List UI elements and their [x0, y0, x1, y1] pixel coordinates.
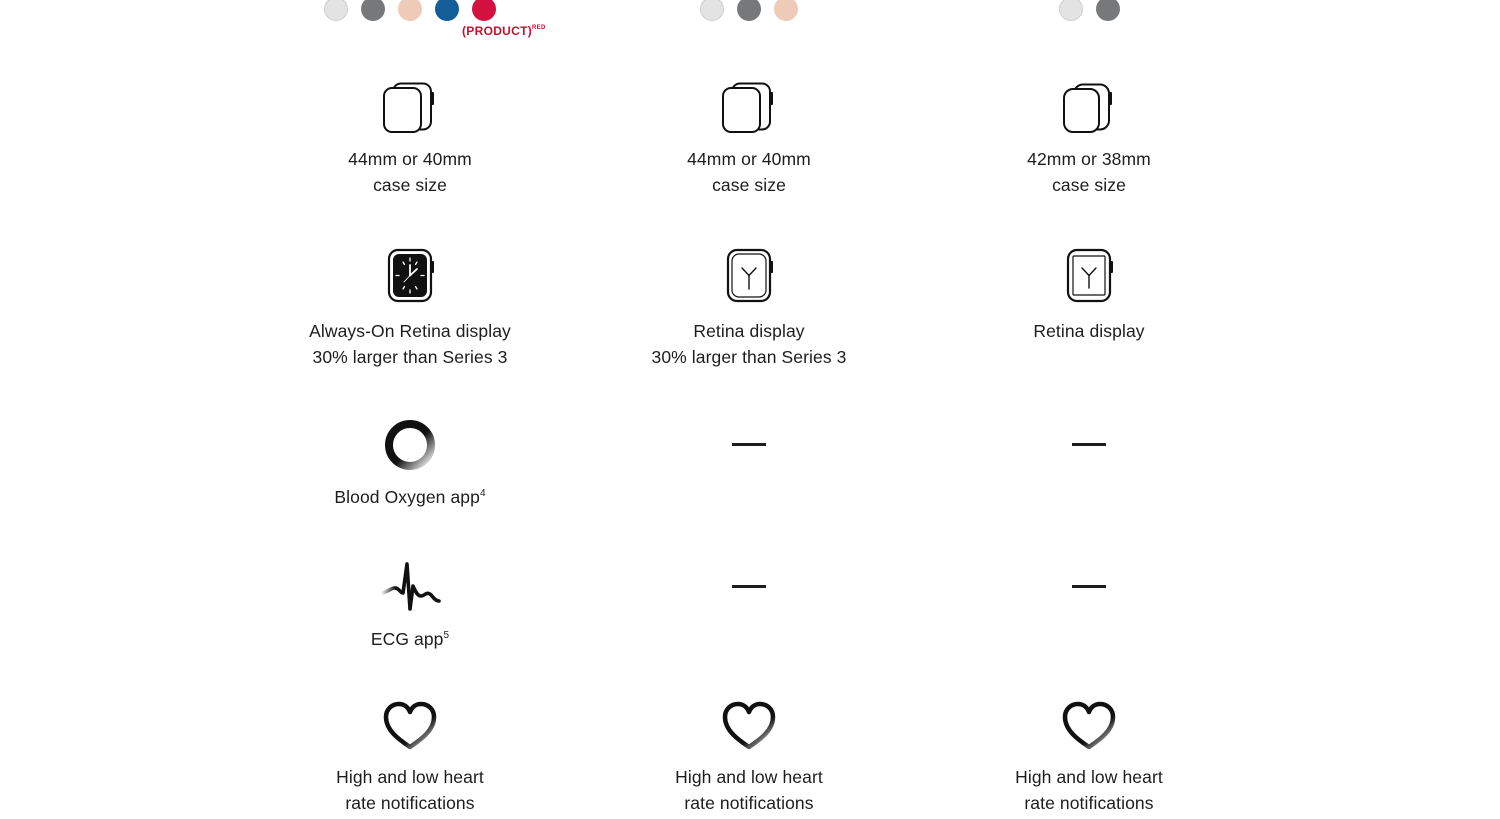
- feature-blood-oxygen: Blood Oxygen app$^4$: [260, 418, 560, 510]
- swatch-gold[interactable]: [398, 0, 422, 21]
- feature-case-size: 42mm or 38mm case size: [939, 82, 1239, 198]
- swatch-blue[interactable]: [435, 0, 459, 21]
- case-size-icon: [380, 82, 440, 134]
- model-column-2: [599, 0, 899, 819]
- swatch-red[interactable]: [472, 0, 496, 21]
- always-on-display-icon: [384, 248, 436, 304]
- dash-icon: [732, 443, 766, 446]
- blood-oxygen-not-available: [939, 443, 1239, 446]
- heart-rate-icon: [721, 700, 777, 752]
- color-swatches: [599, 0, 899, 21]
- model-column-3: [939, 0, 1239, 819]
- dash-icon: [1072, 585, 1106, 588]
- feature-case-size: 44mm or 40mm case size: [260, 82, 560, 198]
- ecg-not-available: [939, 585, 1239, 588]
- color-swatches: [939, 0, 1239, 21]
- retina-display-icon: [723, 248, 775, 304]
- retina-display-icon: [1063, 248, 1115, 304]
- feature-case-size: 44mm or 40mm case size: [599, 82, 899, 198]
- swatch-space-gray[interactable]: [361, 0, 385, 21]
- case-size-icon: [1059, 82, 1119, 134]
- product-red-label: (PRODUCT)$^{RED}$: [462, 24, 546, 38]
- blood-oxygen-icon: [383, 418, 437, 472]
- swatch-silver[interactable]: [700, 0, 724, 21]
- feature-heart-rate: High and low heart rate notifications: [939, 700, 1239, 816]
- feature-heart-rate: High and low heart rate notifications: [260, 700, 560, 816]
- dash-icon: [1072, 443, 1106, 446]
- swatch-space-gray[interactable]: [1096, 0, 1120, 21]
- ecg-icon: [379, 560, 441, 614]
- feature-display: Retina display: [939, 248, 1239, 344]
- feature-ecg: ECG app$^5$: [260, 560, 560, 652]
- swatch-space-gray[interactable]: [737, 0, 761, 21]
- swatch-silver[interactable]: [324, 0, 348, 21]
- ecg-not-available: [599, 585, 899, 588]
- feature-display: Retina display 30% larger than Series 3: [599, 248, 899, 370]
- heart-rate-icon: [382, 700, 438, 752]
- heart-rate-icon: [1061, 700, 1117, 752]
- swatch-gold[interactable]: [774, 0, 798, 21]
- dash-icon: [732, 585, 766, 588]
- case-size-icon: [719, 82, 779, 134]
- color-swatches: [260, 0, 560, 21]
- swatch-silver[interactable]: [1059, 0, 1083, 21]
- model-column-1: [260, 0, 560, 819]
- feature-display: Always-On Retina display 30% larger than Series 3: [260, 248, 560, 370]
- feature-heart-rate: High and low heart rate notifications: [599, 700, 899, 816]
- blood-oxygen-not-available: [599, 443, 899, 446]
